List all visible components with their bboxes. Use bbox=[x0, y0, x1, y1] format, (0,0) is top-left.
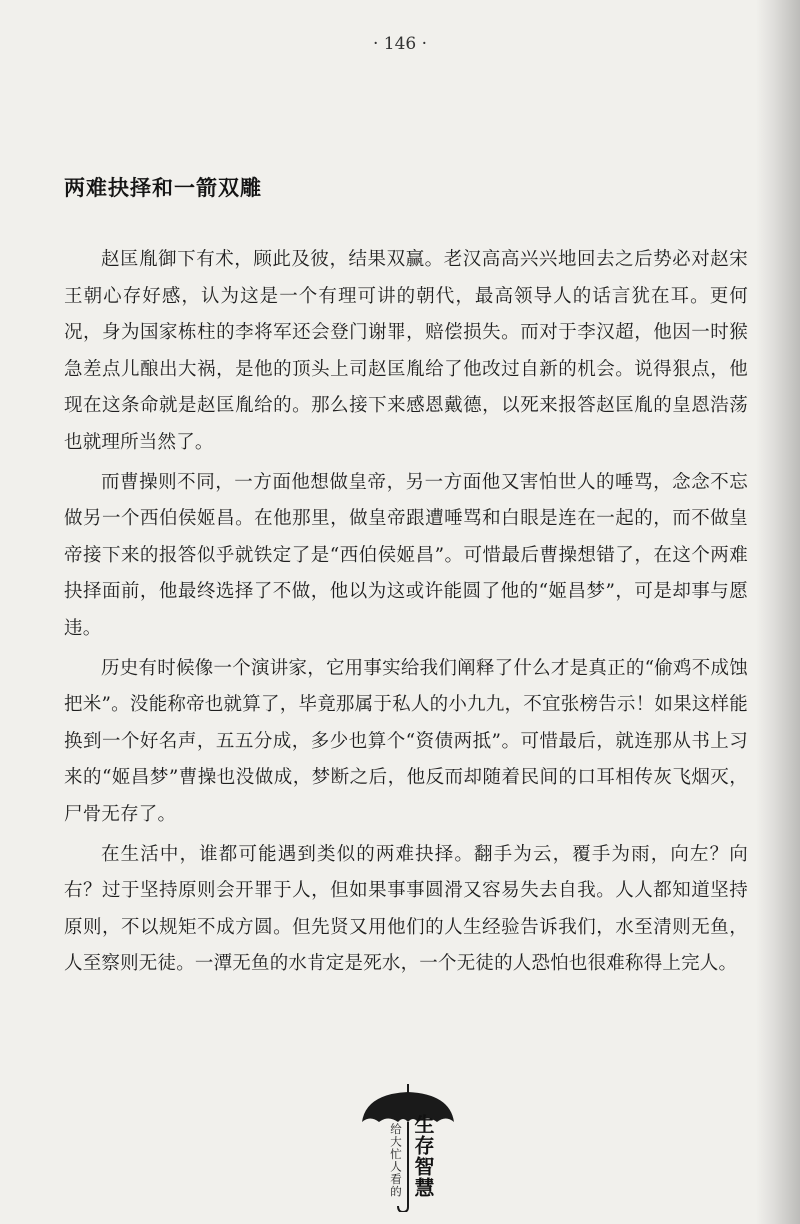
section-title: 两难抉择和一箭双雕 bbox=[64, 176, 262, 200]
logo-title: 生存智慧 bbox=[411, 1114, 435, 1198]
logo-subtitle: 给大忙人看的 bbox=[389, 1123, 403, 1198]
body-text bbox=[64, 242, 748, 983]
paragraph-1: 赵匡胤御下有术，顾此及彼，结果双赢。老汉高高兴兴地回去之后势必对赵宋王朝心存好感，认为这是一个有理可讲的朝代，最高领导人的话言犹在耳。更何况，身为国家栋柱的李将军还会登门谢罪，赔偿损失。而对于李汉超，他因一时猴急差点儿酿出大祸，是他的顶头上司赵匡胤给了他改过自新的机会。说得狠点，他现在这条命就是赵匡胤给的。那么接下来感恩戴德，以死来报答赵匡胤的皇恩浩荡也就理所当然了。 bbox=[64, 249, 748, 453]
paragraph-3: 历史有时候像一个演讲家，它用事实给我们阐释了什么才是真正的“偷鸡不成蚀把米”。没能称帝也就算了，毕竟那属于私人的小九九，不宜张榜告示！如果这样能换到一个好名声，五五分成，多少也算个“资债两抵”。可惜最后，就连那从书上习来的“姬昌梦”曹操也没做成，梦断之后，他反而却随着民间的口耳相传灰飞烟灭，尸骨无存了。 bbox=[64, 657, 748, 825]
page-number: · 146 · bbox=[372, 34, 428, 54]
umbrella-icon bbox=[360, 1082, 456, 1212]
paragraph-4: 在生活中，谁都可能遇到类似的两难抉择。翻手为云，覆手为雨，向左？向右？过于坚持原则会开罪于人，但如果事事圆滑又容易失去自我。人人都知道坚持原则，不以规矩不成方圆。但先贤又用他们的人生经验告诉我们，水至清则无鱼，人至察则无徒。一潭无鱼的水肯定是死水，一个无徒的人恐怕也很难称得上完人。 bbox=[64, 843, 748, 975]
paragraph-2: 而曹操则不同，一方面他想做皇帝，另一方面他又害怕世人的唾骂，念念不忘做另一个西伯侯姬昌。在他那里，做皇帝跟遭唾骂和白眼是连在一起的，而不做皇帝接下来的报答似乎就铁定了是“西伯侯姬昌”。可惜最后曹操想错了，在这个两难抉择面前，他最终选择了不做，他以为这或许能圆了他的“姬昌梦”，可是却事与愿违。 bbox=[64, 471, 748, 639]
page-edge-shadow bbox=[756, 0, 800, 1224]
